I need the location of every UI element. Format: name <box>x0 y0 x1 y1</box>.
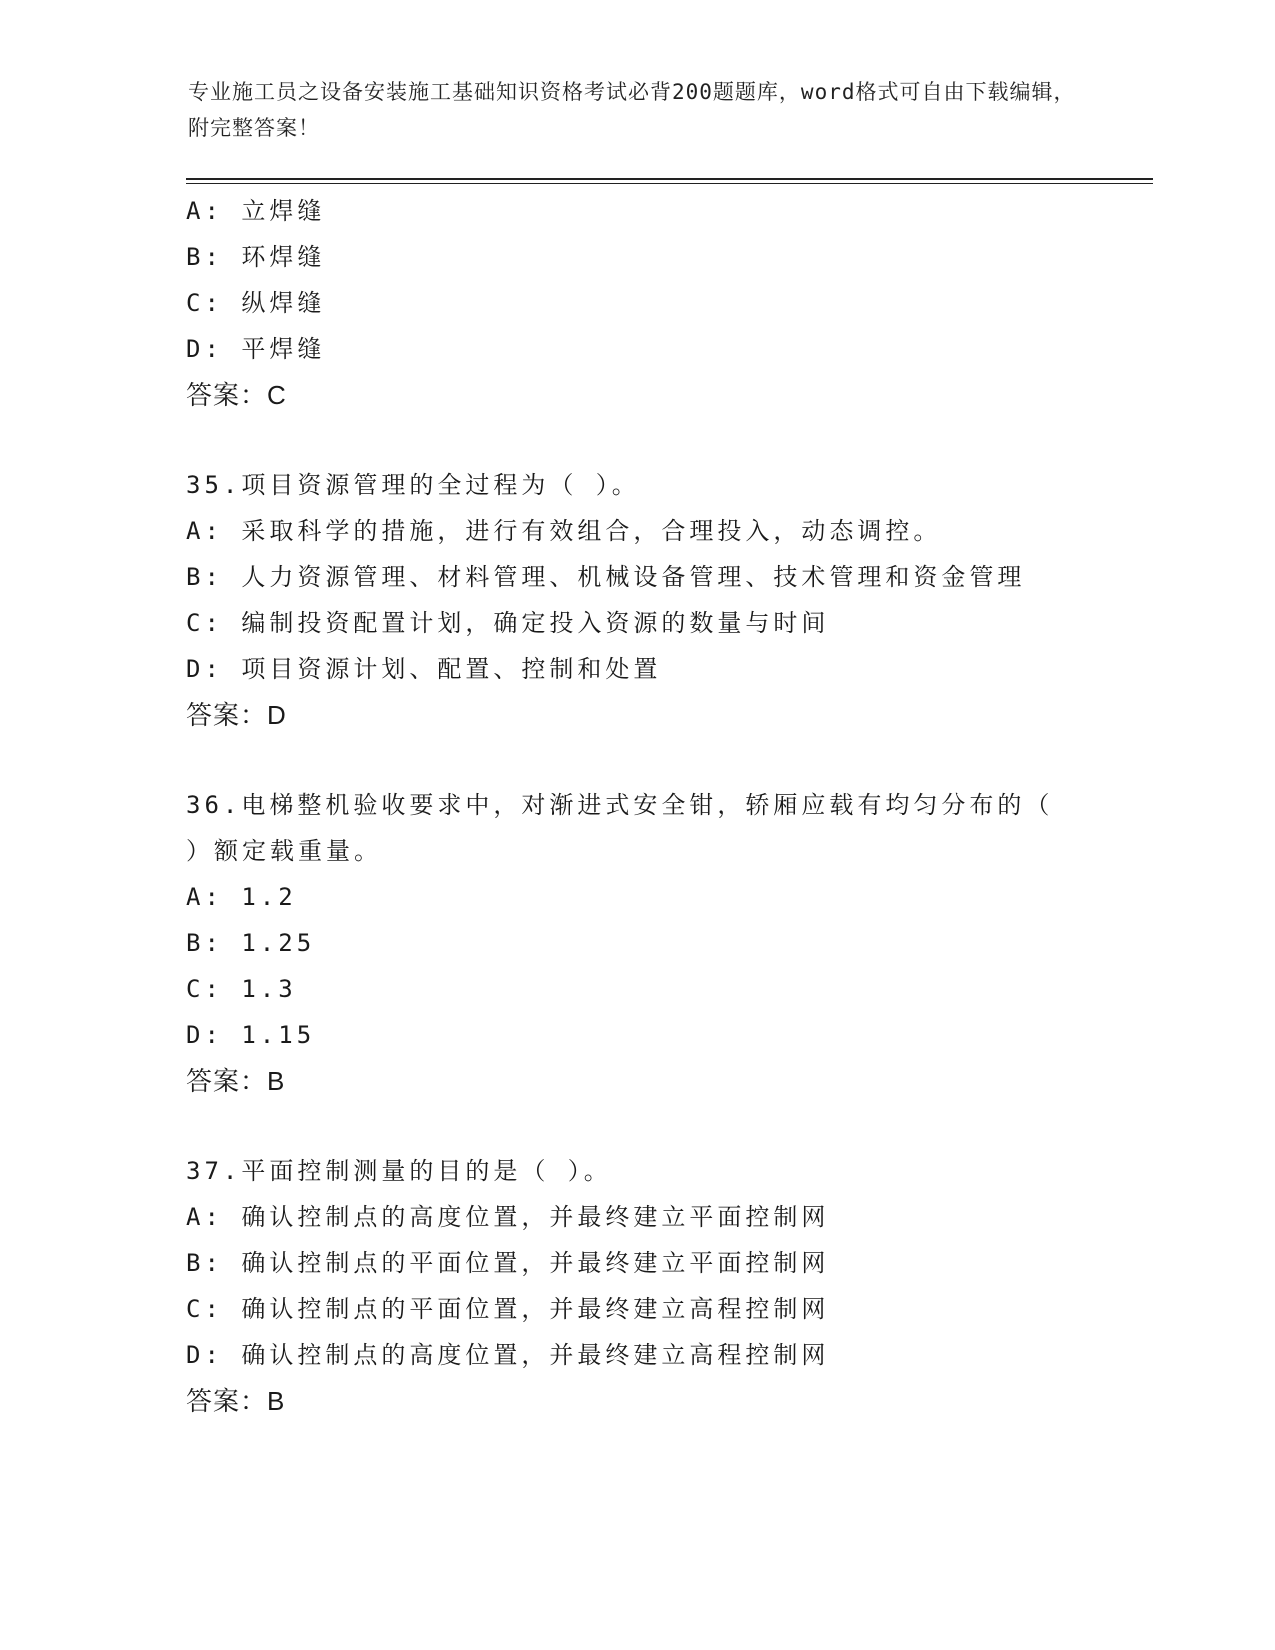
option-c: C: 编制投资配置计划，确定投入资源的数量与时间 <box>186 609 830 637</box>
option-d: D: 项目资源计划、配置、控制和处置 <box>186 655 662 683</box>
question-34-continued <box>186 188 1146 418</box>
question-stem-continued: ）额定载重量。 <box>186 837 382 865</box>
header-rule-thin <box>186 183 1153 184</box>
answer: 答案：D <box>186 700 287 730</box>
answer: 答案：C <box>186 380 287 410</box>
spacer <box>186 738 1146 782</box>
option-b: B: 人力资源管理、材料管理、机械设备管理、技术管理和资金管理 <box>186 563 1026 591</box>
option-a: A: 1.2 <box>186 883 297 911</box>
question-35 <box>186 462 1146 738</box>
header-rule-thick <box>186 178 1153 180</box>
option-a: A: 确认控制点的高度位置，并最终建立平面控制网 <box>186 1203 830 1231</box>
option-c: C: 纵焊缝 <box>186 289 326 317</box>
option-d: D: 1.15 <box>186 1021 316 1049</box>
answer: 答案：B <box>186 1386 286 1416</box>
option-c: C: 确认控制点的平面位置，并最终建立高程控制网 <box>186 1295 830 1323</box>
answer: 答案：B <box>186 1066 286 1096</box>
option-d: D: 确认控制点的高度位置，并最终建立高程控制网 <box>186 1341 830 1369</box>
question-list <box>186 188 1146 1424</box>
option-a: A: 立焊缝 <box>186 197 326 225</box>
question-stem: 35.项目资源管理的全过程为（ ）。 <box>186 471 640 499</box>
question-36 <box>186 782 1146 1104</box>
spacer <box>186 1104 1146 1148</box>
option-b: B: 环焊缝 <box>186 243 326 271</box>
question-37 <box>186 1148 1146 1424</box>
option-b: B: 确认控制点的平面位置，并最终建立平面控制网 <box>186 1249 830 1277</box>
question-stem: 37.平面控制测量的目的是（ ）。 <box>186 1157 612 1185</box>
question-stem: 36.电梯整机验收要求中，对渐进式安全钳，轿厢应载有均匀分布的（ <box>186 791 1054 819</box>
spacer <box>186 418 1146 462</box>
option-c: C: 1.3 <box>186 975 297 1003</box>
option-d: D: 平焊缝 <box>186 335 326 363</box>
option-a: A: 采取科学的措施，进行有效组合，合理投入，动态调控。 <box>186 517 942 545</box>
document-header: 专业施工员之设备安装施工基础知识资格考试必背200题题库，word格式可自由下载编辑，附完整答案！ <box>188 80 1076 140</box>
option-b: B: 1.25 <box>186 929 316 957</box>
